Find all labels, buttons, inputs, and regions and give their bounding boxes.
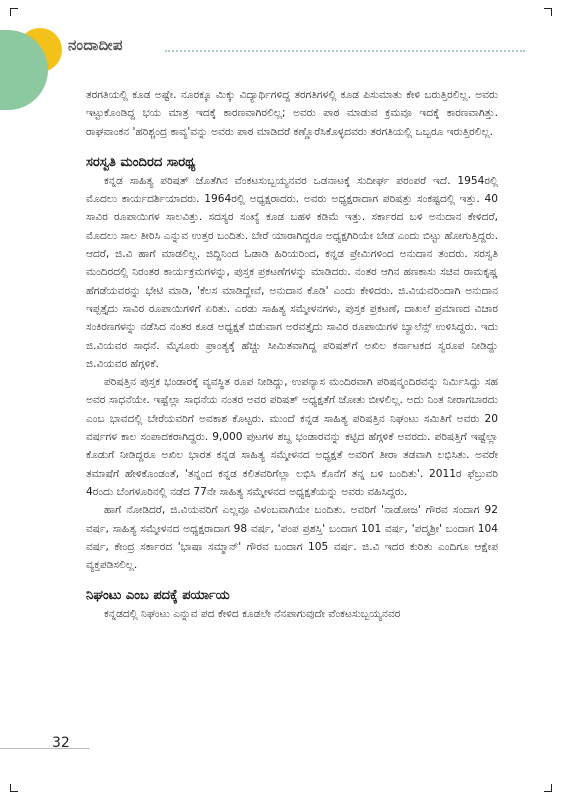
crop-mark [544,8,552,9]
footer-rule [0,748,90,749]
page-body [86,86,498,624]
running-header-title: ನಂದಾದೀಪ [68,36,123,54]
body-paragraph: ಕನ್ನಡದಲ್ಲಿ ನಿಘಂಟು ಎನ್ನುವ ಪದ ಕೇಳಿದ ಕೂಡಲೇ ನೆನಪಾಗುವುದೇ ವೆಂಕಟಸುಬ್ಬಯ್ಯನವರ [104,608,401,621]
section-heading-saraswati-mandira: ಸರಸ್ವತಿ ಮಂದಿರದ ಸಾರಥ್ಯ [86,154,196,170]
page-number: 32 [52,735,70,751]
body-paragraph: ಕನ್ನಡ ಸಾಹಿತ್ಯ ಪರಿಷತ್ ಜೊತೆಗಿನ ವೆಂಕಟಸುಬ್ಬಯ್ಯನವರ ಒಡನಾಟಕ್ಕೆ ಸುದೀರ್ಘ ಪರಂಪರೆ ಇದೆ. 1954ರಲ್ಲಿ ಮೊದಲು ಕಾರ್ಯದರ್ಶಿಯಾದರು. 1964ರಲ್ಲಿ ಅಧ್ಯಕ್ಷರಾದರು. ಅವರು ಅಧ್ಯಕ್ಷರಾದಾಗ ಪರಿಷತ್ತು ಸಂಕಷ್ಟದಲ್ಲಿ ಇತ್ತು. 40 ಸಾವಿರ ರೂಪಾಯಿಗಳ ಸಾಲವಿತ್ತು. ಸದಸ್ಯರ ಸಂಖ್ಯೆ ಕೂಡ ಬಹಳ ಕಡಿಮೆ ಇತ್ತು. ಸರ್ಕಾರದ ಬಳಿ ಅನುದಾನ ಕೇಳಿದರೆ, ಮೊದಲು ಸಾಲ ತೀರಿಸಿ ಎನ್ನುವ ಉತ್ತರ ಬಂದಿತು. ಬೇರೆ ಯಾರಾಗಿದ್ದರೂ ಅಧ್ಯಕ್ಷಗಿರಿಯೇ ಬೇಡ ಎಂದು ಬಿಟ್ಟು ಹೋಗುತ್ತಿದ್ದರು. ಆದರೆ, ಜಿ.ವಿ ಹಾಗೆ ಮಾಡಲಿಲ್ಲ. ಜಿದ್ದಿನಿಂದ ಓಡಾಡಿ ಹಿರಿಯರಿಂದ, ಕನ್ನಡ ಪ್ರೇಮಿಗಳಿಂದ ಅನುದಾನ ತಂದರು. ಸರಸ್ವತಿ ಮಂದಿರದಲ್ಲಿ ನಿರಂತರ ಕಾರ್ಯಕ್ರಮಗಳನ್ನು, ಪುಸ್ತಕ ಪ್ರಕಟಣೆಗಳನ್ನು ಮಾಡಿದರು. ನಂತರ ಆಗಿನ ಹಣಕಾಸು ಸಚಿವ ರಾಮಕೃಷ್ಣ ಹೆಗಡೆಯವರನ್ನು ಭೇಟಿ ಮಾಡಿ, 'ಕೆಲಸ ಮಾಡಿದ್ದೇವೆ, ಅನುದಾನ ಕೊಡಿ' ಎಂದು ಕೇಳಿದರು. ಜಿ.ವಿಯವರಿಂದಾಗಿ ಅನುದಾನ ಇಪ್ಪತ್ತೈದು ಸಾವಿರ ರೂಪಾಯಿಗಳಿಗೆ ಏರಿತು. ಎರಡು ಸಾಹಿತ್ಯ ಸಮ್ಮೇಳನಗಳು, ಪುಸ್ತಕ ಪ್ರಕಟಣೆ, ದಾಖಲೆ ಪ್ರಮಾಣದ ವಿಚಾರ ಸಂಕಿರಣಗಳನ್ನು ನಡೆಸಿದ ನಂತರ ಕೂಡ ಅಧ್ಯಕ್ಷತೆ ಬಿಡುವಾಗ ಅರವತ್ತೈದು ಸಾವಿರ ರೂಪಾಯಿಗಳ ಬ್ಯಾಲೆನ್ಸ್ ಉಳಿಸಿದ್ದರು. ಇದು ಜಿ.ವಿಯವರ ಸಾಧನೆ. ಮೈಸೂರು ಪ್ರಾಂತ್ಯಕ್ಕೆ ಹೆಚ್ಚು ಸೀಮಿತವಾಗಿದ್ದ ಪರಿಷತ್‌ಗೆ ಅಖಿಲ ಕರ್ನಾಟಕದ ಸ್ವರೂಪ ನೀಡಿದ್ದು ಜಿ.ವಿಯವರ ಹೆಗ್ಗಳಿಕೆ. [86,174,498,370]
crop-mark [10,8,18,9]
body-paragraph: ಪರಿಷತ್ತಿನ ಪುಸ್ತಕ ಭಂಡಾರಕ್ಕೆ ವ್ಯವಸ್ಥಿತ ರೂಪ ನೀಡಿದ್ದು, ಉಪನ್ಯಾಸ ಮಂದಿರವಾಗಿ ಪರಿಷನ್ಮಂದಿರವನ್ನು ನಿರ್ಮಿಸಿದ್ದು ಸಹ ಅವರ ಸಾಧನೆಯೇ. ಇಷ್ಟೆಲ್ಲಾ ಸಾಧನೆಯ ನಂತರ ಅವರ ಪರಿಷತ್ ಅಧ್ಯಕ್ಷತೆಗೆ ಜೋತು ಬೀಳಲಿಲ್ಲ. ಅದು ನಿಂತ ನೀರಾಗಬಾರದು ಎಂಬ ಭಾವದಲ್ಲಿ ಬೇರೆಯವರಿಗೆ ಅವಕಾಶ ಕೊಟ್ಟರು. ಮುಂದೆ ಕನ್ನಡ ಸಾಹಿತ್ಯ ಪರಿಷತ್ತಿನ ನಿಘಂಟು ಸಮಿತಿಗೆ ಅವರು 20 ವರ್ಷಗಳ ಕಾಲ ಸಂಪಾದಕರಾಗಿದ್ದರು. 9,000 ಪುಟಗಳ ಶಬ್ದ ಭಂಡಾರವನ್ನು ಕಟ್ಟಿದ ಹೆಗ್ಗಳಿಕೆ ಅವರದು. ಪರಿಷತ್ತಿಗೆ ಇಷ್ಟೆಲ್ಲಾ ಕೊಡುಗೆ ನೀಡಿದ್ದರೂ ಅಖಿಲ ಭಾರತ ಕನ್ನಡ ಸಾಹಿತ್ಯ ಸಮ್ಮೇಳನದ ಅಧ್ಯಕ್ಷತೆ ಅವರಿಗೆ ತೀರಾ ತಡವಾಗಿ ಲಭಿಸಿತು. ಅವರೇ ತಮಾಷೆಗೆ ಹೇಳಿಕೊಂಡಂತೆ, 'ತನ್ನಂದ ಕನ್ನಡ ಕಲಿತವರಿಗೆಲ್ಲಾ ಲಭಿಸಿ ಕೊನೆಗೆ ತನ್ನ ಬಳಿ ಬಂದಿತು'. 2011ರ ಫೆಬ್ರುವರಿ 4ರಂದು ಬೆಂಗಳೂರಿನಲ್ಲಿ ನಡೆದ 77ನೇ ಸಾಹಿತ್ಯ ಸಮ್ಮೇಳನದ ಅಧ್ಯಕ್ಷತೆಯನ್ನು ಅವರು ವಹಿಸಿದ್ದರು. [86,376,498,498]
intro-paragraph: ತರಗತಿಯಲ್ಲಿ ಕೂಡ ಅಷ್ಟೇ. ನೂರಕ್ಕೂ ಮಿಕ್ಕು ವಿದ್ಯಾರ್ಥಿಗಳಿದ್ದ ತರಗತಿಗಳಲ್ಲಿ ಕೂಡ ಪಿಸುಮಾತು ಕೇಳಿ ಬರುತ್ತಿರಲಿಲ್ಲ. ಅವರು ಇಟ್ಟುಕೊಂಡಿದ್ದ ಭಯ ಮಾತ್ರ ಇದಕ್ಕೆ ಕಾರಣವಾಗಿರಲಿಲ್ಲ; ಅವರು ಪಾಠ ಮಾಡುವ ಕ್ರಮವೂ ಇದಕ್ಕೆ ಕಾರಣವಾಗಿತ್ತು. ರಾಘವಾಂಕನ 'ಹರಿಶ್ಚಂದ್ರ ಕಾವ್ಯ'ವನ್ನು ಅವರು ಪಾಠ ಮಾಡಿದರೆ ಕಣ್ಣೊರೆಸಿಕೊಳ್ಳದವರು ತರಗತಿಯಲ್ಲಿ ಒಬ್ಬರೂ ಇರುತ್ತಿರಲಿಲ್ಲ. [86,89,498,138]
crop-mark [10,8,11,16]
crop-mark [544,791,552,792]
crop-mark [10,791,18,792]
body-paragraph: ಹಾಗೆ ನೋಡಿದರೆ, ಜಿ.ವಿಯವರಿಗೆ ಎಲ್ಲವೂ ವಿಳಂಬವಾಗಿಯೇ ಬಂದಿತು. ಅವರಿಗೆ 'ನಾಡೋಜ' ಗೌರವ ಸಂದಾಗ 92 ವರ್ಷ, ಸಾಹಿತ್ಯ ಸಮ್ಮೇಳನದ ಅಧ್ಯಕ್ಷರಾದಾಗ 98 ವರ್ಷ, 'ಪಂಪ ಪ್ರಶಸ್ತಿ' ಬಂದಾಗ 101 ವರ್ಷ, 'ಪದ್ಮಶ್ರೀ' ಬಂದಾಗ 104 ವರ್ಷ, ಕೇಂದ್ರ ಸರ್ಕಾರದ 'ಭಾಷಾ ಸಮ್ಮಾನ್' ಗೌರವ ಬಂದಾಗ 105 ವರ್ಷ. ಜಿ.ವಿ ಇದರ ಕುರಿತು ಎಂದಿಗೂ ಆಕ್ಷೇಪ ವ್ಯಕ್ತಪಡಿಸಲಿಲ್ಲ. [86,504,498,572]
section-heading-nighantu: ನಿಘಂಟು ಎಂಬ ಪದಕ್ಕೆ ಪರ್ಯಾಯ [86,588,230,604]
crop-mark [551,8,552,16]
header-dotted-rule [165,50,525,52]
